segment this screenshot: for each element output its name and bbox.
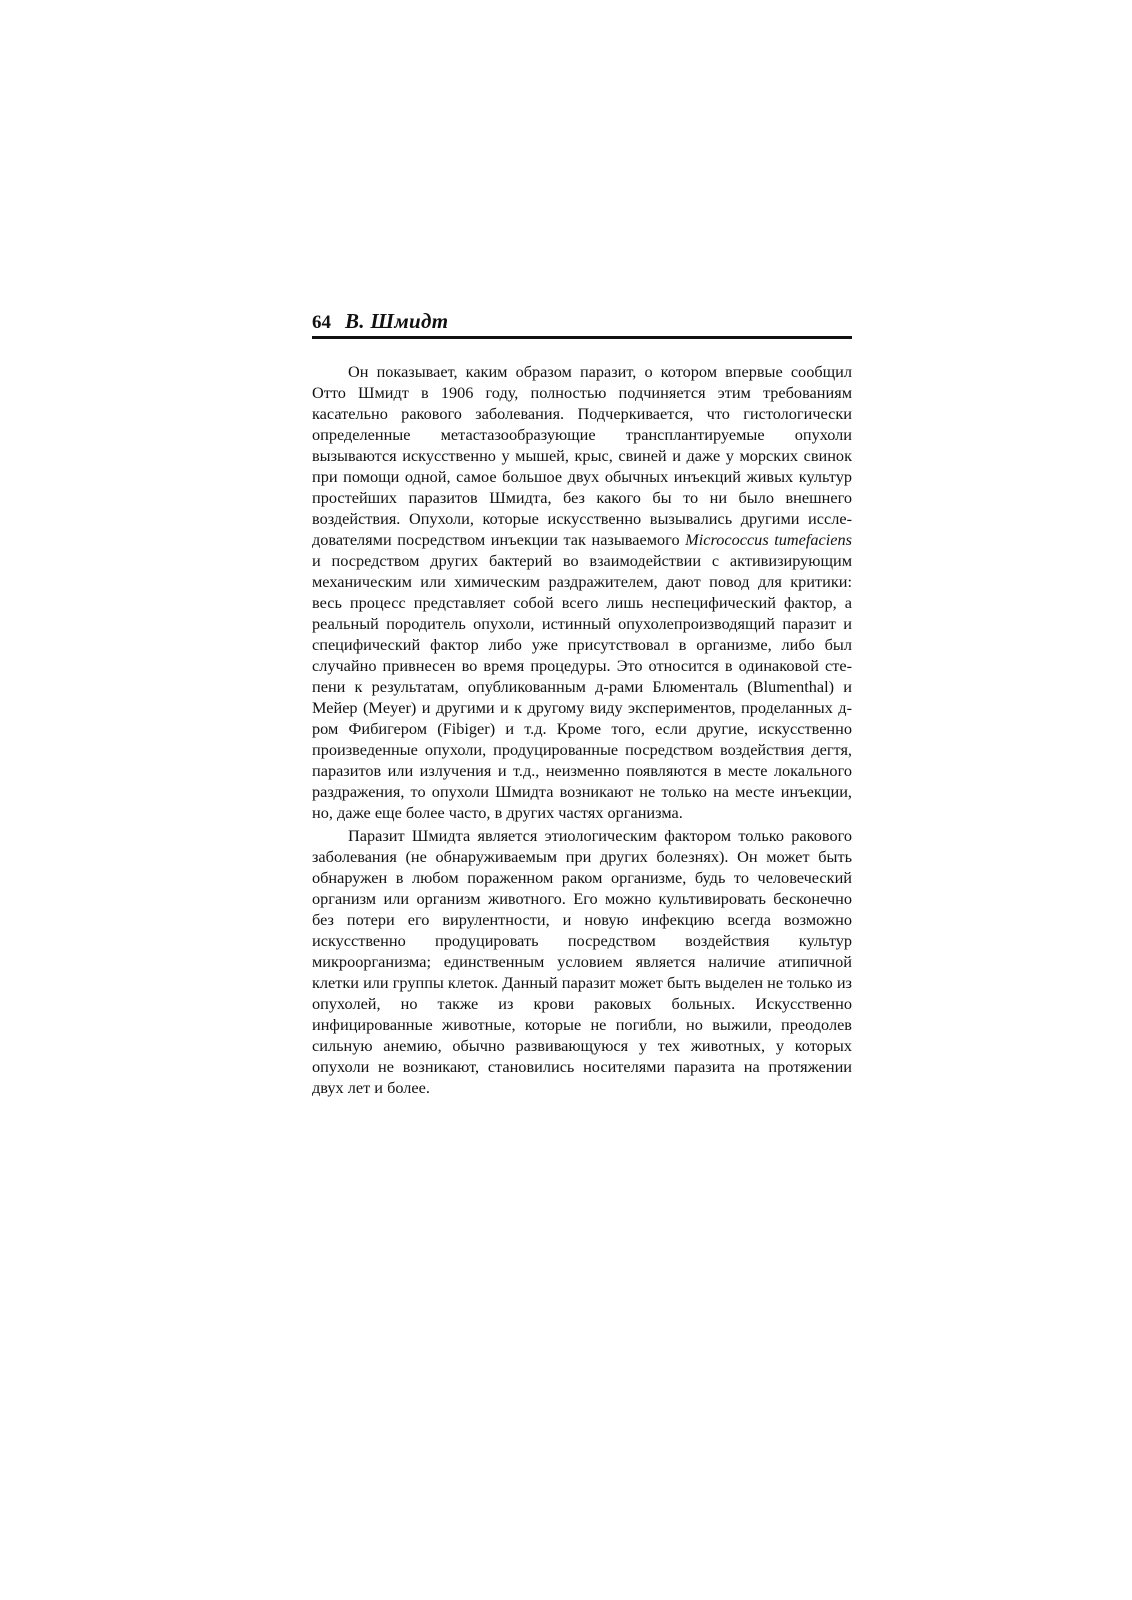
running-header-author: В. Шмидт xyxy=(345,309,449,333)
running-header xyxy=(312,308,852,339)
body-text xyxy=(312,361,852,1098)
page-number: 64 xyxy=(312,312,331,333)
latin-term: Micrococcus tumefaciens xyxy=(685,530,852,549)
paragraph-1-text-after: и посредством других бактерий во взаимодействии с активизирующим механическим или химическим раздражителем, дают повод для критики: весь процесс представляет собой всего лишь неспецифический фактор, а реальный породитель опухоли, истинный опухолепроизводящий паразит и специфический фактор либо уже присутствовал в организме, либо был случайно привнесен во время процедуры. Это относится в одинаковой степени к результатам, опубликованным д-рами Блюменталь (Blumenthal) и Мейер (Meyer) и другими и к другому виду экспериментов, проделанных д-ром Фибигером (Fibiger) и т.д. Кроме того, если другие, искусственно произведенные опухоли, продуцированные посредством воздействия дегтя, паразитов или излучения и т.д., неизменно появляются в месте локального раздражения, то опухоли Шмидта возникают не только на месте инъекции, но, даже еще более часто, в других частях организма. xyxy=(312,551,852,822)
page-block xyxy=(312,308,852,1098)
paragraph-1-text-before: Он показывает, каким образом паразит, о котором впервые сообщил Отто Шмидт в 1906 году, полностью подчиняется этим требованиям касательно ракового заболевания. Подчеркивается, что гистологически определенные метастазообразующие трансплантируемые опухоли вызываются искусственно у мышей, крыс, свиней и даже у морских свинок при помощи одной, самое большое двух обычных инъекций живых культур простейших паразитов Шмидта, без какого бы то ни было внешнего воздействия. Опухоли, которые искусственно вызывались другими исследователями посредством инъекции так называемого xyxy=(312,362,852,549)
paragraph-1 xyxy=(312,361,852,823)
paragraph-2: Паразит Шмидта является этиологическим фактором только ракового заболевания (не обнаруживаемым при других болезнях). Он может быть обнаружен в любом пораженном раком организме, будь то человеческий организм или организм животного. Его можно культивировать бесконечно без потери его вирулентности, и новую инфекцию всегда возможно искусственно продуцировать посредством воздействия культур микроорганизма; единственным условием является наличие атипичной клетки или группы клеток. Данный паразит может быть выделен не только из опухолей, но также из крови раковых больных. Искусственно инфицированные животные, которые не погибли, но выжили, преодолев сильную анемию, обычно развивающуюся у тех животных, у которых опухоли не возникают, становились носителями паразита на протяжении двух лет и более. xyxy=(312,826,852,1097)
